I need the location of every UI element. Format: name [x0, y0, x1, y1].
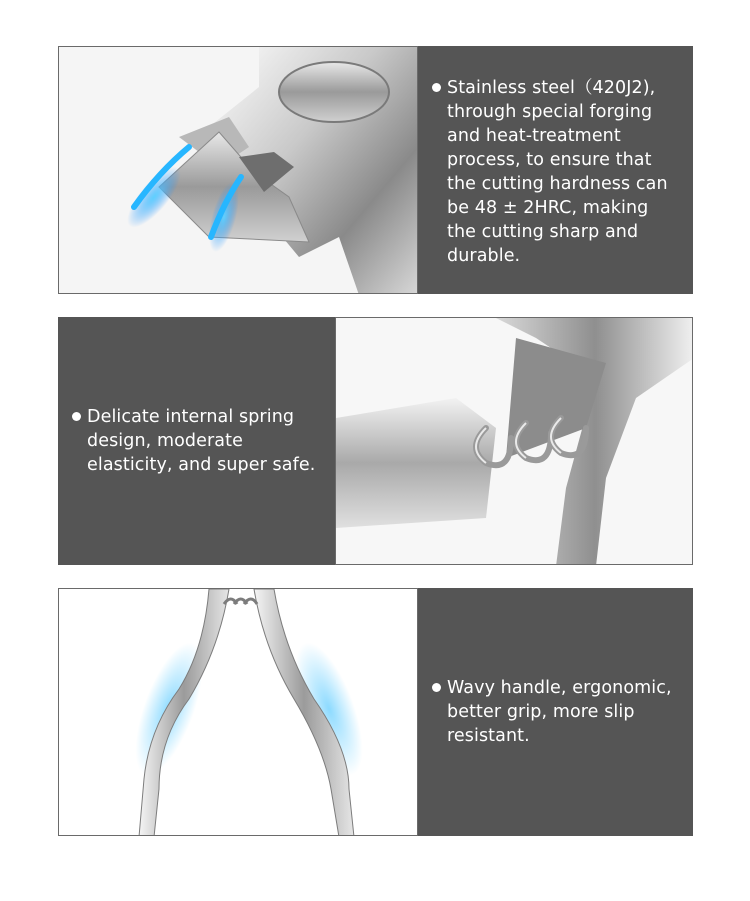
- wavy-handle-illustration: [59, 589, 418, 836]
- product-image-cutting-jaw: [58, 46, 418, 294]
- bullet-dot-icon: [432, 83, 441, 92]
- product-image-handle: [58, 588, 418, 836]
- feature-panel-blade: [58, 46, 693, 294]
- bullet-dot-icon: [72, 412, 81, 421]
- product-image-spring: [335, 317, 693, 565]
- feature-description-handle: [418, 588, 693, 836]
- bullet-item: [72, 405, 321, 477]
- feature-description-blade: [418, 46, 693, 294]
- feature-description-spring: [58, 317, 335, 565]
- feature-text: Stainless steel（420J2), through special forging and heat-treatment process, to ensure that the cutting hardness can be 48 ± 2HRC, making the cutting sharp and durable.: [447, 78, 668, 266]
- bullet-dot-icon: [432, 683, 441, 692]
- feature-panel-handle: [58, 588, 693, 836]
- spring-illustration: [336, 318, 693, 565]
- bullet-item: [432, 676, 679, 748]
- feature-panel-spring: [58, 317, 693, 565]
- cutting-jaw-illustration: [59, 47, 418, 294]
- feature-text: Delicate internal spring design, moderate elasticity, and super safe.: [87, 407, 316, 475]
- bullet-item: [432, 76, 679, 268]
- feature-text: Wavy handle, ergonomic, better grip, more slip resistant.: [447, 678, 672, 746]
